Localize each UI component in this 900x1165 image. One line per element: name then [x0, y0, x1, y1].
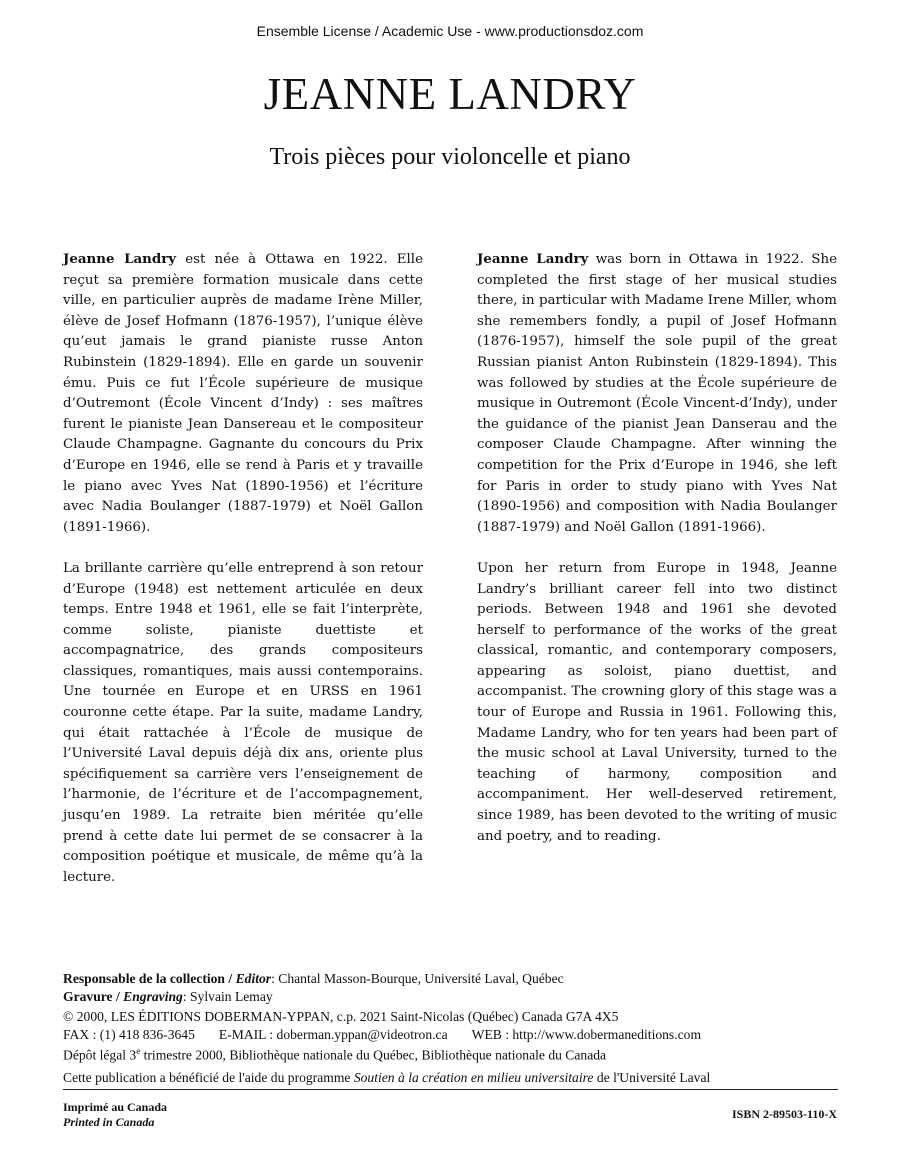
contact-line	[63, 1026, 853, 1044]
bio-fr-text-1: est née à Ottawa en 1922. Elle reçut sa première formation musicale dans cette ville, en particulier auprès de madame Irène Miller, élève de Josef Hofmann (1876-1957), l’unique élève qu’eut jamais le grand pianiste russe Anton Rubinstein (1829-1894). Elle en garde un souvenir ému. Puis ce fut l’École supérieure de musique d’Outremont (École Vincent d’Indy) : ses maîtres furent le pianiste Jean Dansereau et le compositeur Claude Champagne. Gagnante du concours du Prix d’Europe en 1946, elle se rend à Paris et y travaille le piano avec Yves Nat (1890-1956) et l’écriture avec Nadia Boulanger (1887-1979) et Noël Gallon (1891-1966).	[63, 252, 423, 535]
support-pre: Cette publication a bénéficié de l'aide du programme	[63, 1070, 354, 1086]
printed-in	[63, 1100, 167, 1130]
engraving-value: : Sylvain Lemay	[182, 988, 273, 1004]
composer-name: JEANNE LANDRY	[263, 69, 637, 119]
license-line: Ensemble License / Academic Use - www.productionsdoz.com	[256, 23, 644, 39]
bio-en-paragraph-2: Upon her return from Europe in 1948, Jeanne Landry’s brilliant career fell into two distinct periods. Between 1948 and 1961 she devoted herself to performance of the works of the great classical, romantic, and contemporary composers, appearing as soloist, piano duettist, and accompanist. The crowning glory of this stage was a tour of Europe and Russia in 1961. Following this, Madame Landry, who for ten years had been part of the music school at Laval University, turned to the teaching of harmony, composition and accompaniment. Her well-deserved retirement, since 1989, has been devoted to the writing of music and poetry, and to reading.	[477, 560, 837, 844]
support-post: de l'Université Laval	[593, 1070, 711, 1086]
support-program: Soutien à la création en milieu universitaire	[353, 1070, 594, 1086]
bio-fr-paragraph-2: La brillante carrière qu’elle entreprend à son retour d’Europe (1948) est nettement articulée en deux temps. Entre 1948 et 1961, elle se fait l’interprète, comme soliste, pianiste duettiste et accompagnatrice, des grands compositeurs classiques, romantiques, mais aussi contemporains. Une tournée en Europe et en URSS en 1961 couronne cette étape. Par la suite, madame Landry, qui était rattachée à l’École de musique de l’Université Laval depuis déjà dix ans, oriente plus spécifiquement sa carrière vers l’enseignement de l’harmonie, de l’écriture et de l’accompagnement, jusqu’en 1989. La retraite bien méritée qu’elle prend à cette date lui permet de se consacrer à la composition poétique et musicale, de même qu’à la lecture.	[63, 560, 423, 885]
isbn: ISBN 2-89503-110-X	[731, 1107, 837, 1121]
engraving-label-fr: Gravure	[63, 988, 113, 1004]
editor-line	[63, 970, 853, 988]
bio-fr-paragraph-1	[63, 249, 423, 538]
bio-en-name: Jeanne Landry	[477, 251, 589, 267]
publication-credits	[63, 970, 853, 1087]
legal-deposit-line	[63, 1043, 853, 1064]
copyright-line: © 2000, LES ÉDITIONS DOBERMAN-YPPAN, c.p. 2021 Saint-Nicolas (Québec) Canada G7A 4X5	[63, 1009, 619, 1024]
editor-value: : Chantal Masson-Bourque, Université Laval, Québec	[271, 971, 564, 986]
email: E-MAIL : doberman.yppan@videotron.ca	[218, 1026, 448, 1042]
work-title: Trois pièces pour violoncelle et piano	[269, 144, 631, 170]
printed-en: Printed in Canada	[63, 1115, 155, 1129]
fax: FAX : (1) 418 836-3645	[63, 1026, 195, 1042]
biography-french	[63, 249, 423, 909]
web: WEB : http://www.dobermaneditions.com	[471, 1026, 702, 1042]
depot-sup: e	[136, 1046, 141, 1056]
editor-label-en: Editor	[235, 971, 272, 986]
support-line	[63, 1069, 853, 1087]
biography-english	[477, 249, 837, 868]
bio-en-paragraph-1	[477, 249, 837, 538]
depot-pre: Dépôt légal 3	[63, 1047, 137, 1063]
footer-divider	[63, 1089, 838, 1090]
bio-fr-name: Jeanne Landry	[63, 251, 177, 267]
engraving-line	[63, 988, 853, 1006]
printed-fr: Imprimé au Canada	[63, 1100, 168, 1114]
bio-en-text-1: was born in Ottawa in 1922. She completed the first stage of her musical studies there, in particular with Madame Irene Miller, whom she remembers fondly, a pupil of Josef Hofmann (1876-1957), himself the sole pupil of the great Russian pianist Anton Rubinstein (1829-1894). This was followed by studies at the École supérieure de musique in Outremont (École Vincent-d’Indy), under the guidance of the pianist Jean Danserau and the composer Claude Champagne. After winning the competition for the Prix d’Europe in 1946, she left for Paris in order to study piano with Yves Nat (1890-1956) and composition with Nadia Boulanger (1887-1979) and Noël Gallon (1891-1966).	[477, 252, 838, 535]
engraving-slash: /	[112, 988, 124, 1004]
editor-slash: /	[225, 971, 236, 986]
engraving-label-en: Engraving	[123, 988, 183, 1004]
editor-label-fr: Responsable de la collection	[63, 971, 225, 986]
depot-post: trimestre 2000, Bibliothèque nationale du Québec, Bibliothèque nationale du Canada	[140, 1047, 607, 1063]
